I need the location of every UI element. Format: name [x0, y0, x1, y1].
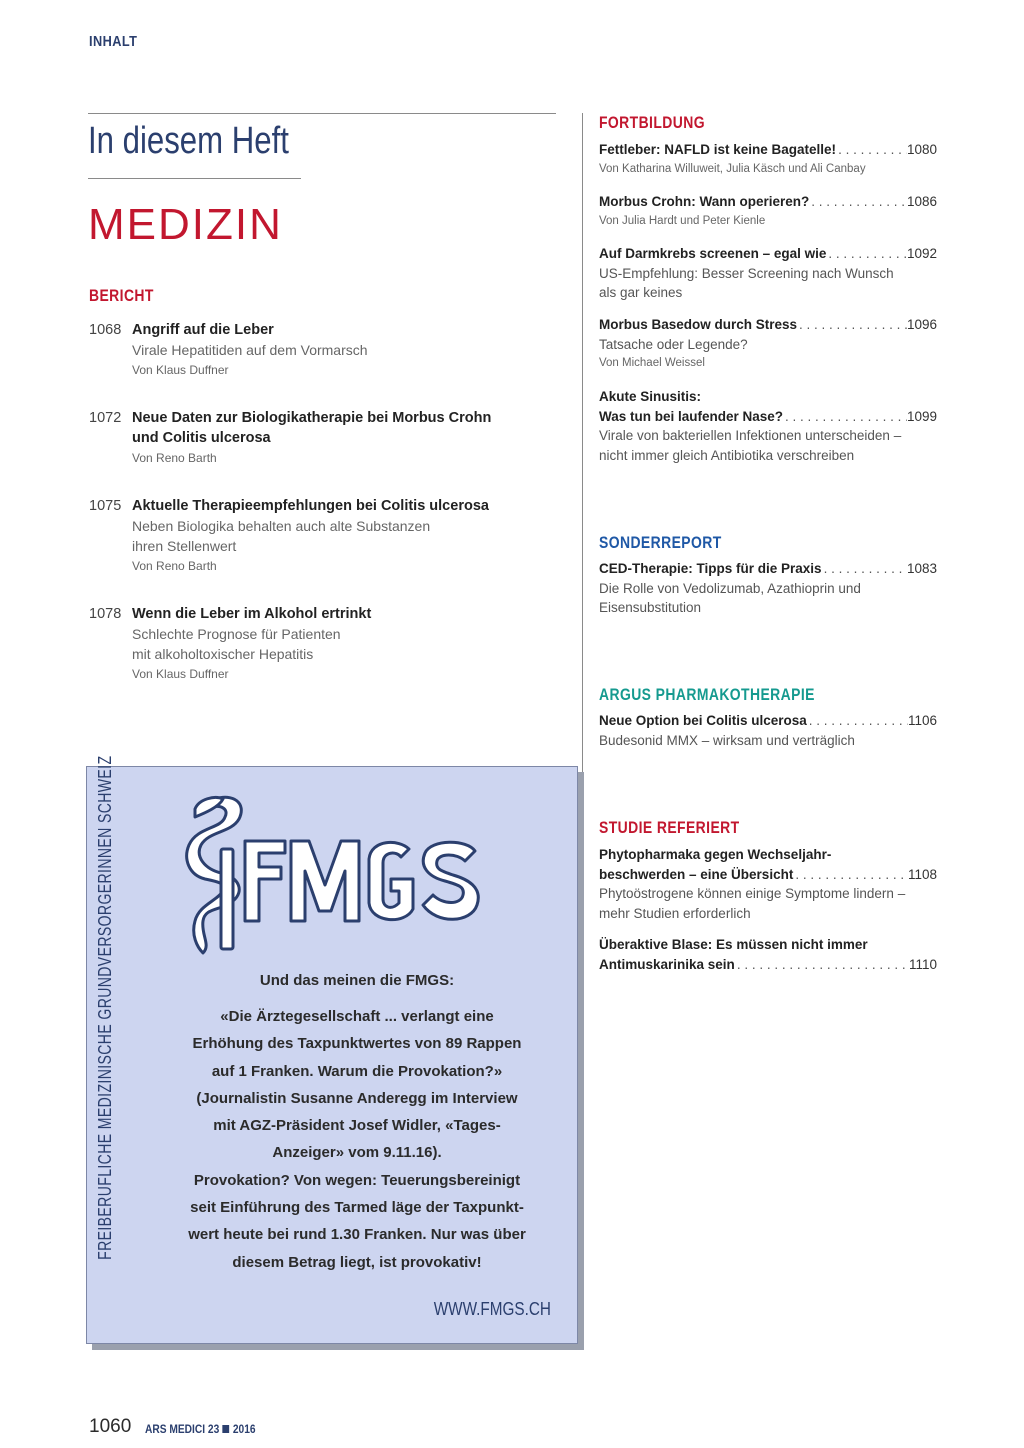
square-icon	[223, 1425, 230, 1433]
toc-item-1108[interactable]	[599, 845, 937, 923]
page-number: 1068	[89, 322, 122, 338]
item-subtitle: Die Rolle von Vedolizumab, Azathioprin und	[599, 580, 861, 596]
item-title: beschwerden – eine Übersicht	[599, 866, 794, 882]
ad-line: seit Einführung des Tarmed läge der Taxpunkt-	[190, 1199, 524, 1217]
article-subtitle: mit alkoholtoxischer Hepatitis	[132, 646, 314, 662]
leader-dots	[809, 192, 907, 212]
article-1075[interactable]	[89, 496, 549, 576]
article-title: Wenn die Leber im Alkohol ertrinkt	[132, 606, 372, 622]
staff	[221, 849, 233, 949]
toc-item-1099[interactable]	[599, 387, 937, 465]
article-title: Neue Daten zur Biologikatherapie bei Morbus Crohn	[132, 410, 492, 426]
toc-item-1110[interactable]	[599, 935, 937, 974]
item-author: Von Michael Weissel	[599, 357, 705, 369]
page-number: 1110	[908, 956, 937, 972]
toc-item-1096[interactable]	[599, 315, 937, 374]
article-title: Angriff auf die Leber	[132, 322, 274, 338]
item-title: Überaktive Blase: Es müssen nicht immer	[599, 937, 868, 952]
page-number: 1075	[89, 498, 122, 514]
medizin-heading: MEDIZIN	[88, 200, 283, 249]
logo-letter-M	[291, 841, 359, 921]
ad-quote	[147, 1003, 567, 1276]
item-title: Akute Sinusitis:	[599, 389, 702, 404]
page-number: 1096	[906, 317, 937, 332]
ad-line: Erhöhung des Taxpunktwertes von 89 Rappen	[192, 1035, 522, 1053]
ad-heading: Und das meinen die FMGS:	[259, 972, 455, 989]
category-fortbildung: FORTBILDUNG	[599, 113, 705, 132]
page-number: 1086	[906, 194, 937, 209]
item-subtitle: nicht immer gleich Antibiotika verschreiben	[599, 447, 855, 463]
leader-dots	[793, 865, 908, 885]
ad-line: Anzeiger» vom 9.11.16).	[272, 1144, 442, 1162]
page-number: 1080	[906, 142, 937, 157]
page-number: 1108	[907, 866, 937, 882]
article-subtitle: Schlechte Prognose für Patienten	[132, 626, 341, 642]
article-author: Von Klaus Duffner	[132, 363, 229, 377]
article-title: Aktuelle Therapieempfehlungen bei Colitis ulcerosa	[132, 498, 489, 514]
page-number: 1078	[89, 606, 122, 622]
article-title: und Colitis ulcerosa	[132, 430, 271, 446]
article-1078[interactable]	[89, 604, 549, 684]
item-title: Phytopharmaka gegen Wechseljahr-	[599, 847, 832, 862]
article-author: Von Klaus Duffner	[132, 667, 229, 681]
magazine-year: 2016	[232, 1422, 256, 1436]
ad-line: diesem Betrag liegt, ist provokativ!	[232, 1253, 482, 1271]
article-subtitle: Neben Biologika behalten auch alte Substanzen	[132, 518, 431, 534]
article-author: Von Reno Barth	[132, 559, 217, 573]
item-title: Morbus Basedow durch Stress	[599, 317, 798, 332]
ad-line: (Journalistin Susanne Anderegg im Interview	[196, 1089, 518, 1107]
logo-letter-S	[423, 842, 478, 919]
page-number: 1072	[89, 410, 122, 426]
leader-dots	[783, 407, 907, 427]
page-number: 1092	[906, 246, 937, 261]
category-bericht: BERICHT	[89, 286, 154, 305]
item-title: Neue Option bei Colitis ulcerosa	[599, 713, 807, 728]
page-number: 1099	[906, 408, 937, 424]
category-argus: ARGUS PHARMAKOTHERAPIE	[599, 685, 815, 704]
item-subtitle: Phytoöstrogene können einige Symptome lindern –	[599, 886, 906, 901]
item-title: CED-Therapie: Tipps für die Praxis	[599, 561, 822, 576]
item-subtitle: Budesonid MMX – wirksam und verträglich	[599, 732, 855, 748]
section-label: INHALT	[89, 33, 138, 50]
ad-vertical-label: FREIBERUFLICHE MEDIZINISCHE GRUNDVERSORGERINNEN SCHWEIZ	[95, 755, 115, 1260]
fmgs-ad[interactable]	[86, 755, 578, 1344]
page-number: 1083	[906, 561, 937, 576]
ad-line: mit AGZ-Präsident Josef Widler, «Tages-	[213, 1117, 501, 1135]
article-subtitle: Virale Hepatitiden auf dem Vormarsch	[132, 342, 368, 358]
item-title: Fettleber: NAFLD ist keine Bagatelle!	[599, 142, 837, 157]
fmgs-logo	[175, 789, 515, 959]
item-author: Von Katharina Willuweit, Julia Käsch und Ali Canbay	[599, 162, 866, 175]
article-1072[interactable]	[89, 408, 549, 468]
leader-dots	[735, 955, 909, 975]
leader-dots	[826, 244, 907, 264]
ad-line: Provokation? Von wegen: Teuerungsbereinigt	[193, 1171, 521, 1189]
page-title: In diesem Heft	[88, 120, 289, 162]
leader-dots	[797, 315, 907, 335]
title-underline	[88, 178, 301, 179]
article-1068[interactable]	[89, 320, 549, 380]
ad-url-link[interactable]: WWW.FMGS.CH	[433, 1299, 551, 1319]
toc-item-1080[interactable]	[599, 140, 937, 179]
page-number: 1106	[907, 713, 937, 728]
ad-line: «Die Ärztegesellschaft ... verlangt eine	[220, 1008, 494, 1025]
ad-line: wert heute bei rund 1.30 Franken. Nur was über	[188, 1226, 526, 1244]
item-author: Von Julia Hardt und Peter Kienle	[599, 214, 766, 227]
top-rule-left	[88, 113, 556, 114]
toc-item-1083[interactable]	[599, 559, 937, 618]
category-sonderreport: SONDERREPORT	[599, 533, 722, 552]
ad-line: auf 1 Franken. Warum die Provokation?»	[211, 1062, 503, 1080]
footer-magazine	[145, 1422, 256, 1436]
item-title: Was tun bei laufender Nase?	[599, 408, 784, 424]
leader-dots	[822, 559, 907, 579]
leader-dots	[836, 140, 907, 160]
ad-vertical-text	[87, 755, 123, 1331]
item-subtitle: als gar keines	[599, 285, 683, 300]
magazine-name: ARS MEDICI 23	[145, 1422, 220, 1436]
logo-letter-G	[369, 842, 413, 919]
article-author: Von Reno Barth	[132, 451, 217, 465]
item-subtitle: Eisensubstitution	[599, 600, 702, 615]
item-subtitle: Tatsache oder Legende?	[599, 336, 748, 352]
toc-item-1092[interactable]	[599, 244, 937, 303]
item-title: Antimuskarinika sein	[599, 956, 735, 972]
footer-page-number: 1060	[89, 1416, 132, 1437]
leader-dots	[807, 711, 908, 731]
article-subtitle: ihren Stellenwert	[132, 538, 237, 554]
toc-item-1086[interactable]	[599, 192, 937, 231]
item-title: Auf Darmkrebs screenen – egal wie	[599, 246, 827, 261]
item-subtitle: Virale von bakteriellen Infektionen unterscheiden –	[599, 428, 902, 443]
category-studie: STUDIE REFERIERT	[599, 818, 740, 837]
toc-item-1106[interactable]	[599, 711, 937, 750]
item-subtitle: mehr Studien erforderlich	[599, 905, 751, 921]
logo-letter-F	[245, 841, 285, 921]
item-title: Morbus Crohn: Wann operieren?	[599, 194, 810, 209]
item-subtitle: US-Empfehlung: Besser Screening nach Wunsch	[599, 265, 894, 281]
